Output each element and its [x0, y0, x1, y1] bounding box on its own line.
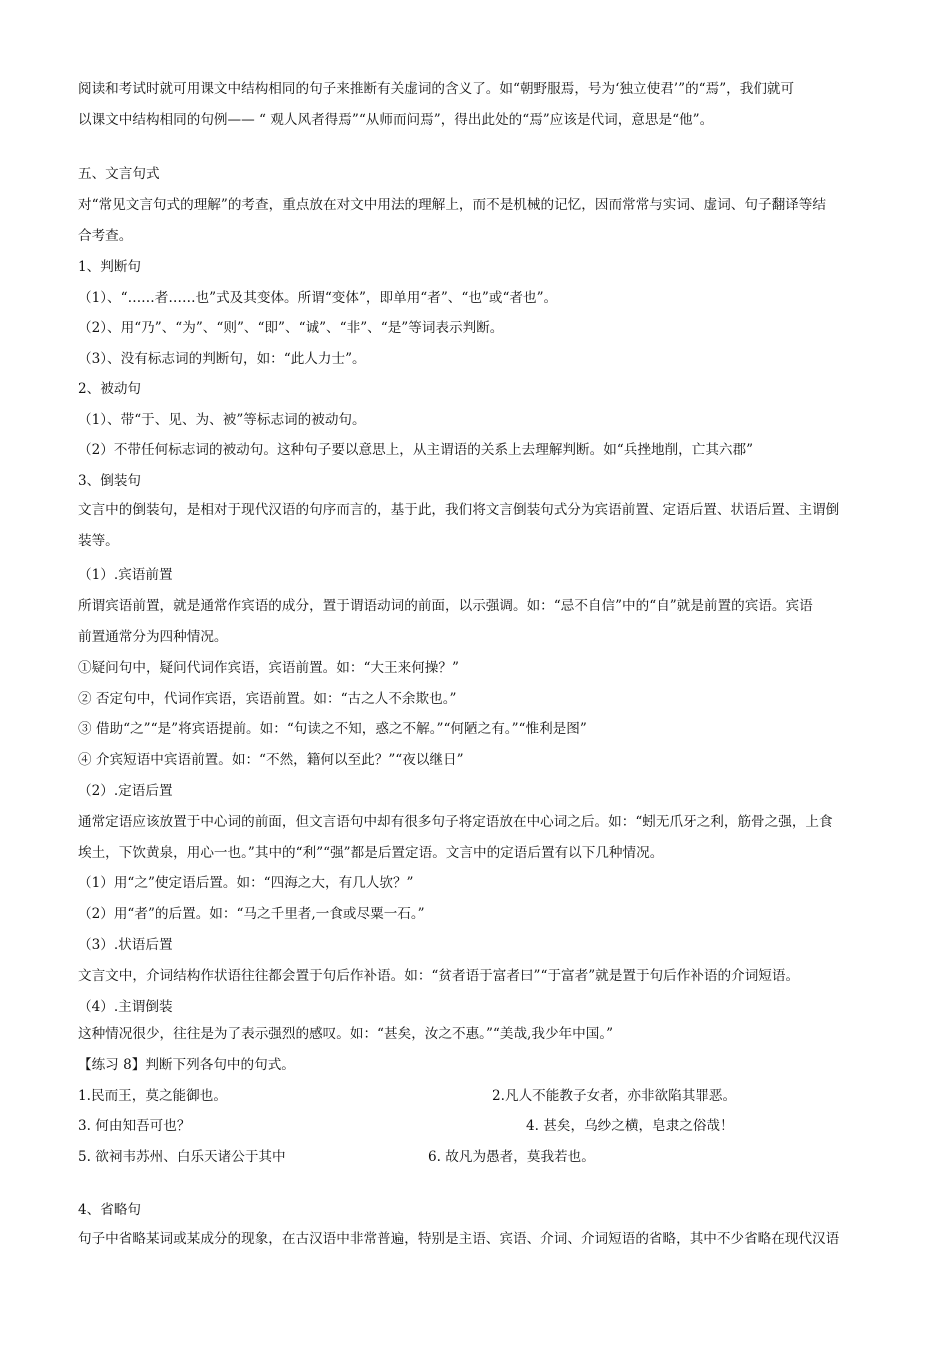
exercise-row — [78, 1117, 878, 1135]
text-line: 装等。 — [78, 533, 119, 549]
text-line: 文言文中，介词结构作状语往往都会置于句后作补语。如：“贫者语于富者曰”“于富者”就是置于句后作补语的介词短语。 — [78, 968, 800, 984]
exercise-item: 3. 何由知吾可也？ — [78, 1118, 191, 1134]
section-heading: 五、文言句式 — [78, 166, 160, 182]
text-line: （2）不带任何标志词的被动句。这种句子要以意思上，从主谓语的关系上去理解判断。如“兵挫地削，亡其六郡” — [78, 442, 754, 458]
exercise-item: 6. 故凡为愚者，莫我若也。 — [428, 1149, 595, 1165]
subsection-heading: （3）.状语后置 — [78, 937, 173, 953]
subsection-heading: 1、判断句 — [78, 259, 142, 275]
text-line: ①疑问句中，疑问代词作宾语，宾语前置。如：“大王来何操？” — [78, 660, 459, 676]
text-line: （1）、“……者……也”式及其变体。所谓“变体”，即单用“者”、“也”或“者也”。 — [78, 290, 558, 306]
subsection-heading: 2、被动句 — [78, 381, 142, 397]
subsection-heading: 3、倒装句 — [78, 473, 142, 489]
text-line: 前置通常分为四种情况。 — [78, 629, 228, 645]
subsection-heading: （2）.定语后置 — [78, 783, 173, 799]
text-line: （2）、用“乃”、“为”、“则”、“即”、“诚”、“非”、“是”等词表示判断。 — [78, 320, 504, 336]
exercise-row — [78, 1087, 878, 1105]
text-line: 阅读和考试时就可用课文中结构相同的句子来推断有关虚词的含义了。如“朝野服焉，号为‘独立使君’”的“焉”，我们就可 — [78, 81, 795, 97]
text-line: ④ 介宾短语中宾语前置。如：“不然，籍何以至此？”“夜以继日” — [78, 752, 464, 768]
text-line: 文言中的倒装句，是相对于现代汉语的句序而言的，基于此，我们将文言倒装句式分为宾语前置、定语后置、状语后置、主谓倒 — [78, 502, 840, 518]
exercise-item: 5. 欲祠韦苏州、白乐天诸公于其中 — [78, 1149, 286, 1165]
text-line: ② 否定句中，代词作宾语，宾语前置。如：“古之人不余欺也。” — [78, 691, 457, 707]
text-line: ③ 借助“之”“是”将宾语提前。如：“句读之不知，惑之不解。”“何陋之有。”“惟利是图” — [78, 721, 587, 737]
exercise-item: 4. 甚矣，乌纱之横，皂隶之俗哉！ — [526, 1118, 734, 1134]
text-line: 对“常见文言句式的理解”的考查，重点放在对文中用法的理解上，而不是机械的记忆，因而常常与实词、虚词、句子翻译等结 — [78, 197, 826, 213]
text-line: 以课文中结构相同的句例—— “ 观人风者得焉”“从师而问焉”，得出此处的“焉”应该是代词，意思是“他”。 — [78, 112, 714, 128]
text-line: （3）、没有标志词的判断句，如：“此人力士”。 — [78, 351, 366, 367]
text-line: 埃土，下饮黄泉，用心一也。”其中的“利”“强”都是后置定语。文言中的定语后置有以下几种情况。 — [78, 845, 664, 861]
subsection-heading: 4、省略句 — [78, 1202, 142, 1218]
text-line: （1）、带“于、见、为、被”等标志词的被动句。 — [78, 412, 366, 428]
exercise-item: 1.民而王，莫之能御也。 — [78, 1088, 227, 1104]
text-line: 所谓宾语前置，就是通常作宾语的成分，置于谓语动词的前面，以示强调。如：“忌不自信”中的“自”就是前置的宾语。宾语 — [78, 598, 813, 614]
text-line: 合考查。 — [78, 228, 133, 244]
text-line: （1）用“之”使定语后置。如：“四海之大，有几人欤？” — [78, 875, 414, 891]
text-line: 这种情况很少，往往是为了表示强烈的感叹。如：“甚矣，汝之不惠。”“美哉,我少年中国。” — [78, 1026, 614, 1042]
exercise-item: 2.凡人不能教子女者，亦非欲陷其罪恶。 — [492, 1088, 737, 1104]
exercise-heading: 【练习 8】判断下列各句中的句式。 — [78, 1057, 295, 1073]
subsection-heading: （1）.宾语前置 — [78, 567, 173, 583]
text-line: （2）用“者”的后置。如：“马之千里者,一食或尽粟一石。” — [78, 906, 425, 922]
subsection-heading: （4）.主谓倒装 — [78, 999, 173, 1015]
text-line: 通常定语应该放置于中心词的前面，但文言语句中却有很多句子将定语放在中心词之后。如：“蚓无爪牙之利，筋骨之强，上食 — [78, 814, 833, 830]
exercise-row — [78, 1148, 878, 1166]
text-line: 句子中省略某词或某成分的现象，在古汉语中非常普遍，特别是主语、宾语、介词、介词短语的省略，其中不少省略在现代汉语 — [78, 1231, 840, 1247]
